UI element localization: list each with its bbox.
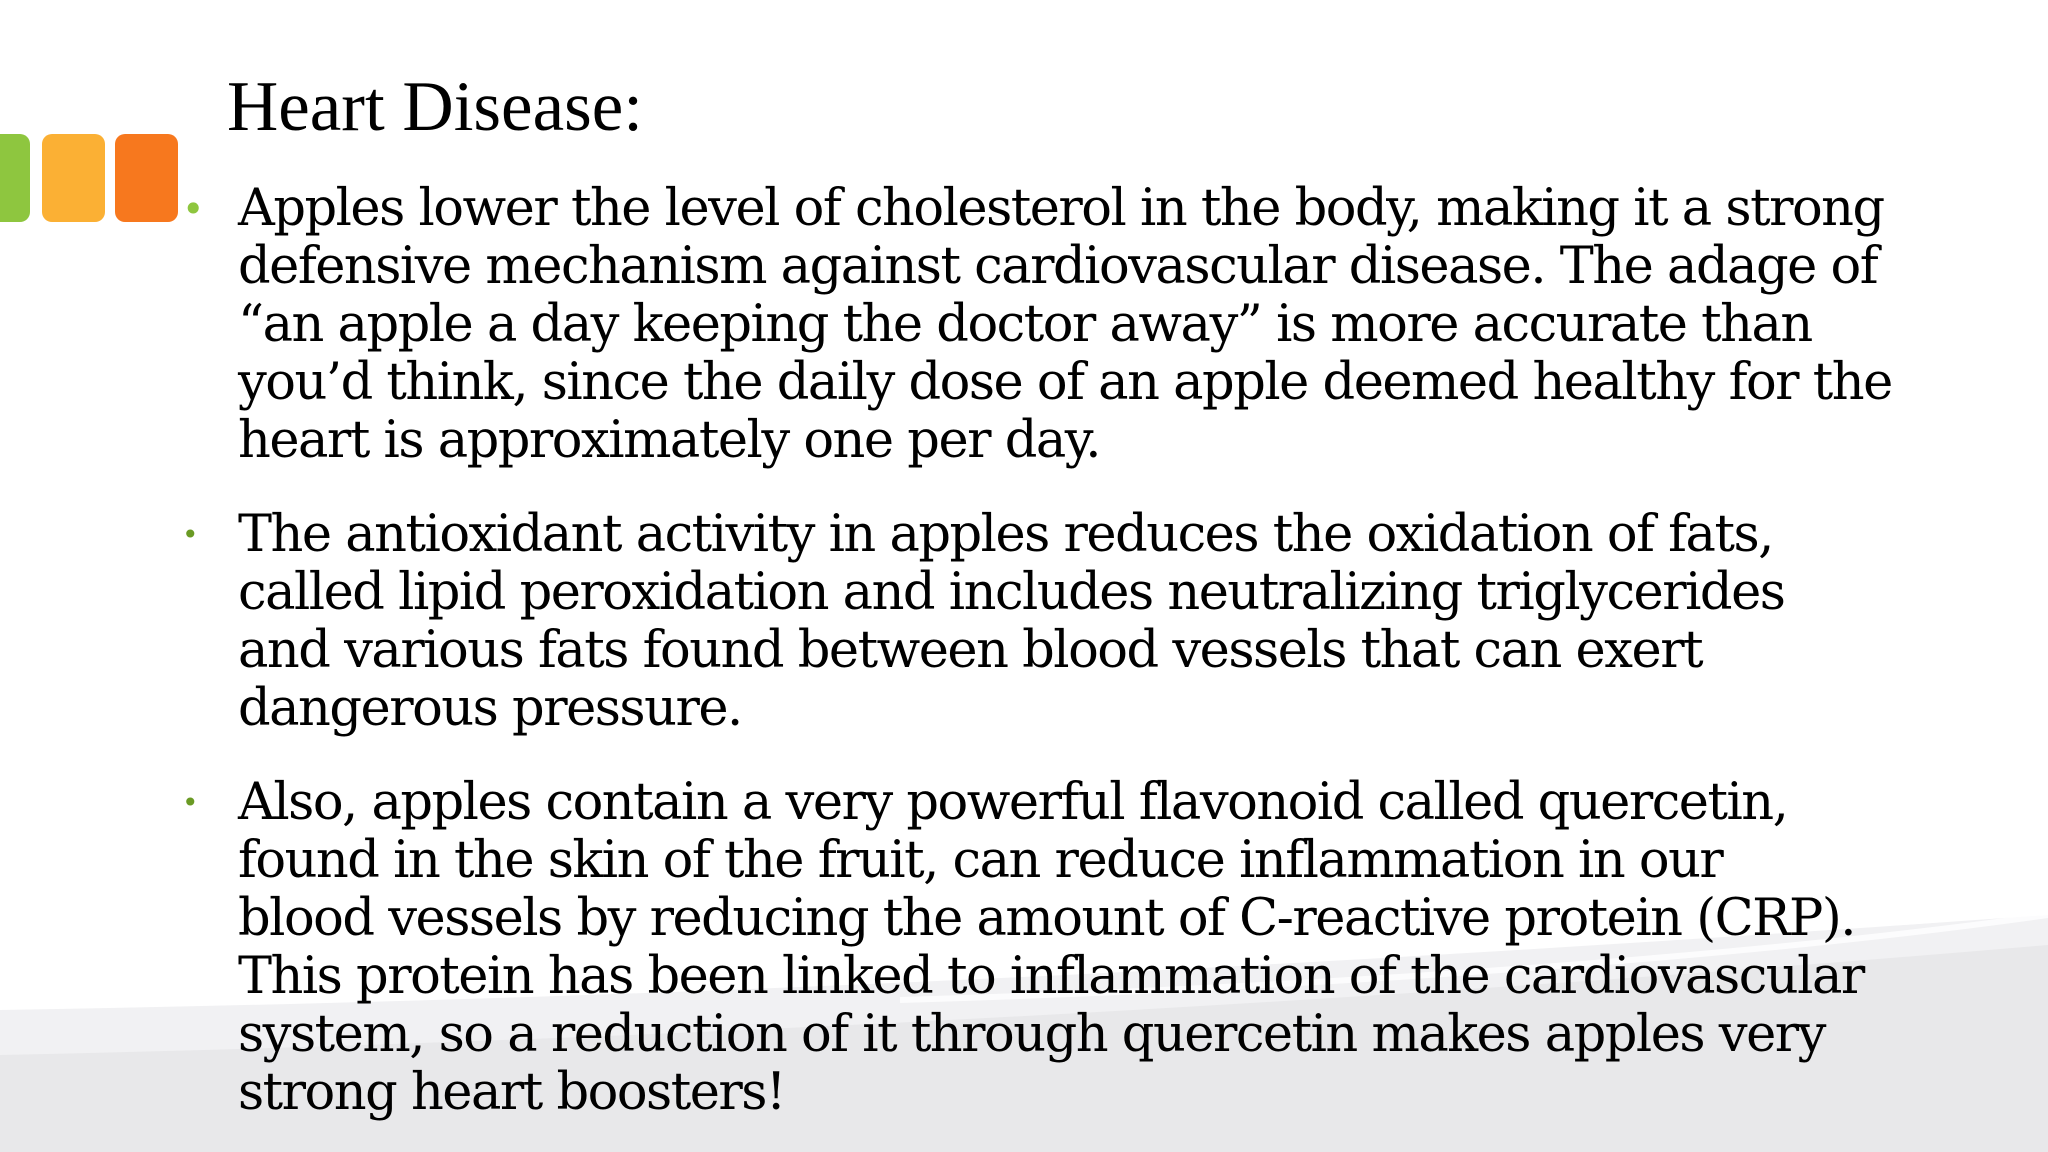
- green-accent-block: [0, 134, 30, 222]
- bullet-item: [182, 774, 1982, 1122]
- bullet-dot-icon: •: [182, 518, 199, 551]
- bullet-text: Also, apples contain a very powerful flavonoid called quercetin, found in the skin of the fruit, can reduce inflammation in our blood vessels by reducing the amount of C-reactive protein (CRP). This protein has been linked to inflammation of the cardiovascular system, so a reduction of it through quercetin makes apples very strong heart boosters!: [238, 773, 1864, 1122]
- bullet-item: [182, 506, 1982, 738]
- bullet-text: Apples lower the level of cholesterol in the body, making it a strong defensive mechanism against cardiovascular disease. The adage of “an apple a day keeping the doctor away” is more accurate than you’d think, since the daily dose of an apple deemed healthy for the heart is approximately one per day.: [238, 179, 1892, 470]
- bullet-list: [182, 180, 1982, 1152]
- slide-title: Heart Disease:: [227, 68, 643, 146]
- bullet-item: [182, 180, 1982, 470]
- bullet-text: The antioxidant activity in apples reduces the oxidation of fats, called lipid peroxidation and includes neutralizing triglycerides and various fats found between blood vessels that can exert dangerous pressure.: [238, 505, 1785, 738]
- gold-accent-block: [42, 134, 105, 222]
- bullet-dot-icon: •: [182, 786, 199, 819]
- bullet-dot-icon: •: [182, 187, 205, 231]
- orange-accent-block: [115, 134, 178, 222]
